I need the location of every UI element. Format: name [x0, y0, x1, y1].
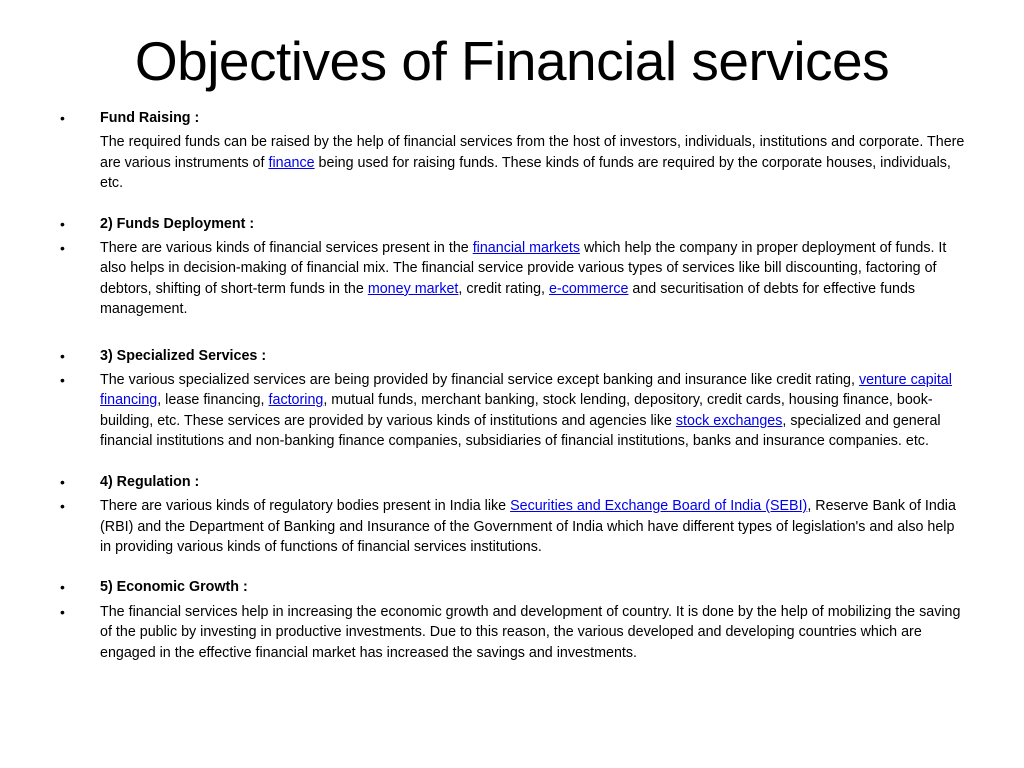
bullet-marker: •	[60, 110, 65, 126]
section-heading: 2) Funds Deployment :	[100, 215, 255, 232]
bullet-marker: •	[60, 603, 65, 620]
section-heading: 3) Specialized Services :	[100, 347, 267, 364]
bullet-item-funds-deployment-heading	[60, 214, 965, 234]
bullet-marker: •	[60, 372, 65, 389]
body-text: , Reserve Bank of India (RBI) and the Department of Banking and Insurance of the Government of India which have different types of legislation's and also help in providing various kinds of functions of financial services institutions.	[100, 498, 956, 555]
section-body-fund-raising	[60, 132, 965, 193]
body-text: , credit rating,	[458, 280, 549, 297]
body-text: and securitisation of debts for effective funds management.	[100, 280, 916, 318]
bullet-item-specialized-services-body	[60, 370, 965, 452]
body-text: , lease financing,	[157, 392, 269, 409]
bullet-marker: •	[60, 473, 65, 490]
slide-content	[60, 108, 965, 663]
bullet-item-economic-growth-body	[60, 602, 965, 663]
bullet-marker: •	[60, 215, 65, 232]
link-financial-markets[interactable]: financial markets	[472, 240, 580, 257]
link-stock-exchanges[interactable]: stock exchanges	[675, 412, 783, 429]
link-money-market[interactable]: money market	[367, 280, 459, 297]
body-text: There are various kinds of regulatory bodies present in India like	[100, 498, 511, 515]
section-heading: 4) Regulation :	[100, 473, 200, 490]
link-finance[interactable]: finance	[268, 154, 315, 171]
bullet-item-economic-growth-heading	[60, 577, 965, 597]
slide-title: Objectives of Financial services	[134, 30, 890, 92]
section-heading: 5) Economic Growth :	[100, 579, 248, 596]
link-sebi[interactable]: Securities and Exchange Board of India (SEBI)	[510, 498, 808, 515]
body-text: being used for raising funds. These kinds of funds are required by the corporate houses, individuals, etc.	[100, 154, 951, 192]
body-text: , specialized and general financial institutions and non-banking finance companies, subsidiaries of financial institutions, banks and insurance companies. etc.	[100, 412, 941, 450]
body-text: , mutual funds, merchant banking, stock lending, depository, credit cards, housing finance, book-building, etc. These services are provided by various kinds of institutions and agencies like	[100, 392, 933, 429]
bullet-marker: •	[60, 347, 65, 364]
section-heading: Fund Raising :	[100, 110, 200, 126]
link-e-commerce[interactable]: e-commerce	[548, 280, 629, 297]
body-text: which help the company in proper deployment of funds. It also helps in decision-making of financial mix. The financial service provide various types of services like bill discounting, factoring of debtors, shifting of short-term funds in the	[100, 240, 947, 297]
link-factoring[interactable]: factoring	[268, 392, 324, 409]
bullet-item-regulation-heading	[60, 472, 965, 492]
body-text: There are various kinds of financial services present in the	[100, 240, 473, 257]
bullet-item-fund-raising-heading	[60, 108, 965, 128]
bullet-item-regulation-body	[60, 496, 965, 557]
bullet-item-funds-deployment-body	[60, 238, 965, 320]
body-text: The various specialized services are being provided by financial service except banking and insurance like credit rating,	[100, 372, 859, 389]
link-venture-capital-financing[interactable]: venture capital financing	[100, 372, 952, 409]
body-text: The required funds can be raised by the help of financial services from the host of investors, individuals, institutions and corporate. There are various instruments of	[100, 134, 965, 171]
body-text: The financial services help in increasing the economic growth and development of country. It is done by the help of mobilizing the saving of the public by investing in productive investments. Due to this reason, the various developed and developing countries which are engaged in the effective financial market has increased the savings and investments.	[100, 603, 961, 661]
bullet-marker: •	[60, 498, 65, 515]
bullet-item-specialized-services-heading	[60, 346, 965, 366]
bullet-marker: •	[60, 240, 65, 257]
bullet-marker: •	[60, 579, 65, 596]
